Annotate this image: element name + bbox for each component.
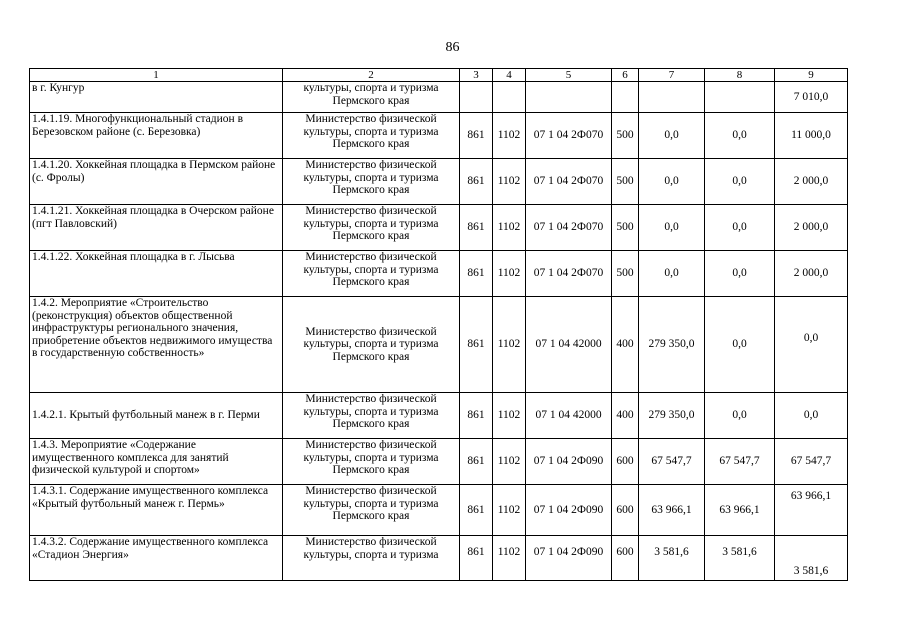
ministry-name: Министерство физической культуры, спорта и туризма Пермского края <box>283 159 460 205</box>
admin-code: 861 <box>460 393 493 439</box>
section-code: 1102 <box>493 393 526 439</box>
table-row <box>30 485 848 536</box>
expense-type: 500 <box>612 251 639 297</box>
amount-col7: 279 350,0 <box>639 297 705 393</box>
amount-col9: 7 010,0 <box>775 82 848 113</box>
admin-code: 861 <box>460 297 493 393</box>
amount-col9: 2 000,0 <box>775 251 848 297</box>
amount-col8: 0,0 <box>705 297 775 393</box>
amount-col8: 3 581,6 <box>705 536 775 581</box>
table-row <box>30 205 848 251</box>
amount-col7: 63 966,1 <box>639 485 705 536</box>
section-code: 1102 <box>493 251 526 297</box>
ministry-name: Министерство физической культуры, спорта и туризма Пермского края <box>283 485 460 536</box>
budget-table <box>29 68 848 581</box>
amount-col8: 0,0 <box>705 159 775 205</box>
amount-col9: 2 000,0 <box>775 205 848 251</box>
admin-code: 861 <box>460 439 493 485</box>
section-code: 1102 <box>493 113 526 159</box>
ministry-name: Министерство физической культуры, спорта и туризма Пермского края <box>283 297 460 393</box>
item-name: 1.4.3. Мероприятие «Содержание имущественного комплекса для занятий физической культурой и спортом» <box>30 439 283 485</box>
target-article: 07 1 04 2Ф090 <box>526 439 612 485</box>
col-header: 8 <box>705 69 775 82</box>
amount-col7: 279 350,0 <box>639 393 705 439</box>
header-row <box>30 69 848 82</box>
ministry-name: Министерство физической культуры, спорта и туризма Пермского края <box>283 205 460 251</box>
item-name: 1.4.1.22. Хоккейная площадка в г. Лысьва <box>30 251 283 297</box>
col-header: 5 <box>526 69 612 82</box>
col-header: 1 <box>30 69 283 82</box>
col-header: 7 <box>639 69 705 82</box>
amount-col9: 63 966,1 <box>775 485 848 536</box>
ministry-name: Министерство физической культуры, спорта и туризма <box>283 536 460 581</box>
section-code: 1102 <box>493 439 526 485</box>
admin-code: 861 <box>460 159 493 205</box>
item-name: 1.4.3.2. Содержание имущественного комплекса «Стадион Энергия» <box>30 536 283 581</box>
section-code: 1102 <box>493 205 526 251</box>
table-row <box>30 393 848 439</box>
amount-col9: 67 547,7 <box>775 439 848 485</box>
col-header: 3 <box>460 69 493 82</box>
amount-col7: 67 547,7 <box>639 439 705 485</box>
expense-type: 500 <box>612 113 639 159</box>
item-name: 1.4.2.1. Крытый футбольный манеж в г. Перми <box>30 393 283 439</box>
admin-code: 861 <box>460 485 493 536</box>
col-header: 2 <box>283 69 460 82</box>
table-row <box>30 159 848 205</box>
item-name: 1.4.3.1. Содержание имущественного комплекса «Крытый футбольный манеж г. Пермь» <box>30 485 283 536</box>
amount-col7: 0,0 <box>639 205 705 251</box>
admin-code <box>460 82 493 113</box>
target-article: 07 1 04 2Ф090 <box>526 485 612 536</box>
admin-code: 861 <box>460 205 493 251</box>
ministry-name: Министерство физической культуры, спорта и туризма Пермского края <box>283 113 460 159</box>
amount-col7: 0,0 <box>639 159 705 205</box>
amount-col9: 0,0 <box>775 393 848 439</box>
table-row <box>30 297 848 393</box>
page-number: 86 <box>445 40 460 55</box>
target-article: 07 1 04 2Ф070 <box>526 205 612 251</box>
col-header: 6 <box>612 69 639 82</box>
amount-col7: 0,0 <box>639 113 705 159</box>
amount-col8: 67 547,7 <box>705 439 775 485</box>
item-name: 1.4.1.21. Хоккейная площадка в Очерском районе (пгт Павловский) <box>30 205 283 251</box>
section-code: 1102 <box>493 485 526 536</box>
admin-code: 861 <box>460 113 493 159</box>
target-article: 07 1 04 42000 <box>526 297 612 393</box>
expense-type: 400 <box>612 297 639 393</box>
ministry-name: культуры, спорта и туризма Пермского края <box>283 82 460 113</box>
amount-col8: 0,0 <box>705 251 775 297</box>
item-name: 1.4.1.19. Многофункциональный стадион в Березовском районе (с. Березовка) <box>30 113 283 159</box>
amount-col7: 0,0 <box>639 251 705 297</box>
section-code: 1102 <box>493 297 526 393</box>
amount-col9: 2 000,0 <box>775 159 848 205</box>
item-name: 1.4.1.20. Хоккейная площадка в Пермском районе (с. Фролы) <box>30 159 283 205</box>
amount-col8: 0,0 <box>705 393 775 439</box>
table-row <box>30 82 848 113</box>
target-article: 07 1 04 2Ф070 <box>526 159 612 205</box>
amount-col9: 3 581,6 <box>775 536 848 581</box>
expense-type <box>612 82 639 113</box>
item-name: 1.4.2. Мероприятие «Строительство (реконструкция) объектов общественной инфраструктуры регионального значения, приобретение объектов недвижимого имущества в государственную собственность» <box>30 297 283 393</box>
section-code: 1102 <box>493 536 526 581</box>
expense-type: 600 <box>612 485 639 536</box>
amount-col7: 3 581,6 <box>639 536 705 581</box>
target-article: 07 1 04 2Ф070 <box>526 113 612 159</box>
amount-col9: 0,0 <box>775 297 848 393</box>
target-article: 07 1 04 2Ф070 <box>526 251 612 297</box>
ministry-name: Министерство физической культуры, спорта и туризма Пермского края <box>283 393 460 439</box>
amount-col7 <box>639 82 705 113</box>
expense-type: 500 <box>612 159 639 205</box>
target-article: 07 1 04 2Ф090 <box>526 536 612 581</box>
table-row <box>30 439 848 485</box>
section-code: 1102 <box>493 159 526 205</box>
admin-code: 861 <box>460 251 493 297</box>
item-name: в г. Кунгур <box>30 82 283 113</box>
expense-type: 500 <box>612 205 639 251</box>
amount-col9: 11 000,0 <box>775 113 848 159</box>
table-row <box>30 536 848 581</box>
expense-type: 600 <box>612 536 639 581</box>
col-header: 4 <box>493 69 526 82</box>
amount-col8: 0,0 <box>705 113 775 159</box>
admin-code: 861 <box>460 536 493 581</box>
ministry-name: Министерство физической культуры, спорта и туризма Пермского края <box>283 439 460 485</box>
target-article: 07 1 04 42000 <box>526 393 612 439</box>
section-code <box>493 82 526 113</box>
target-article <box>526 82 612 113</box>
table-row <box>30 251 848 297</box>
amount-col8: 63 966,1 <box>705 485 775 536</box>
table-row <box>30 113 848 159</box>
expense-type: 400 <box>612 393 639 439</box>
ministry-name: Министерство физической культуры, спорта и туризма Пермского края <box>283 251 460 297</box>
col-header: 9 <box>775 69 848 82</box>
expense-type: 600 <box>612 439 639 485</box>
amount-col8 <box>705 82 775 113</box>
amount-col8: 0,0 <box>705 205 775 251</box>
